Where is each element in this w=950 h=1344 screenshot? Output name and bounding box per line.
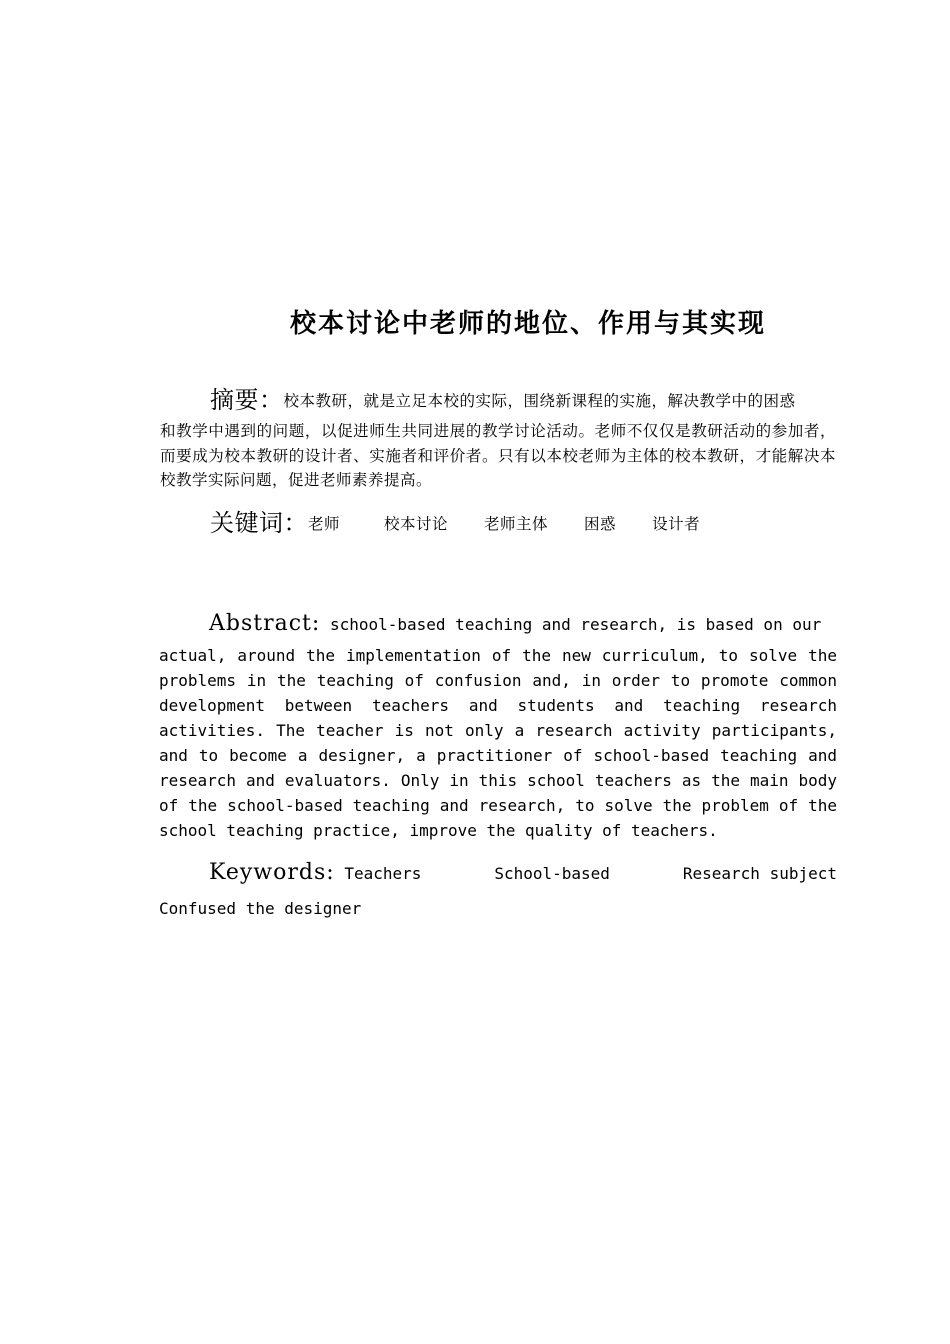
chinese-keywords <box>160 505 836 542</box>
english-abstract <box>159 606 837 843</box>
chinese-keyword: 老师主体 <box>484 515 549 533</box>
english-keyword: Teachers <box>344 864 422 883</box>
chinese-abstract-label: 摘要： <box>210 386 284 414</box>
chinese-abstract <box>160 382 836 493</box>
english-abstract-first-line <box>159 606 837 643</box>
english-keywords-first-group <box>209 855 421 892</box>
chinese-abstract-first-line <box>160 382 836 419</box>
english-keyword: Research subject <box>682 864 837 883</box>
chinese-abstract-text-line1: 校本教研，就是立足本校的实际，围绕新课程的实施，解决教学中的困惑 <box>283 392 796 410</box>
paper-title: 校本讨论中老师的地位、作用与其实现 <box>289 309 766 339</box>
chinese-keyword: 校本讨论 <box>384 515 449 533</box>
chinese-keywords-label: 关键词： <box>210 509 308 537</box>
chinese-keyword: 老师 <box>308 515 341 533</box>
chinese-keyword: 设计者 <box>652 515 701 533</box>
chinese-keyword: 困惑 <box>584 515 617 533</box>
english-keywords <box>159 855 837 926</box>
english-keywords-line <box>159 855 837 892</box>
english-keyword: Confused the designer <box>159 899 362 918</box>
english-abstract-label: Abstract: <box>209 611 321 636</box>
english-keyword: School-based <box>494 864 610 883</box>
english-abstract-text: actual, around the implementation of the new curriculum, to solve the problems in the teaching of confusion and, in order to promote common development between teachers and students and teaching research activities. The teacher is not only a research activity participants, and to become a designer, a practitioner of school-based teaching and research and evaluators. Only in this school teachers as the main body of the school-based teaching and research, to solve the problem of the school teaching practice, improve the quality of teachers. <box>159 646 837 840</box>
english-keywords-label: Keywords: <box>209 860 335 885</box>
english-abstract-text-line1: school-based teaching and research, is based on our <box>329 615 822 634</box>
chinese-abstract-text: 和教学中遇到的问题，以促进师生共同进展的教学讨论活动。老师不仅仅是教研活动的参加者，而要成为校本教研的设计者、实施者和评价者。只有以本校老师为主体的校本教研，才能解决本校教学实际问题，促进老师素养提高。 <box>160 422 836 490</box>
